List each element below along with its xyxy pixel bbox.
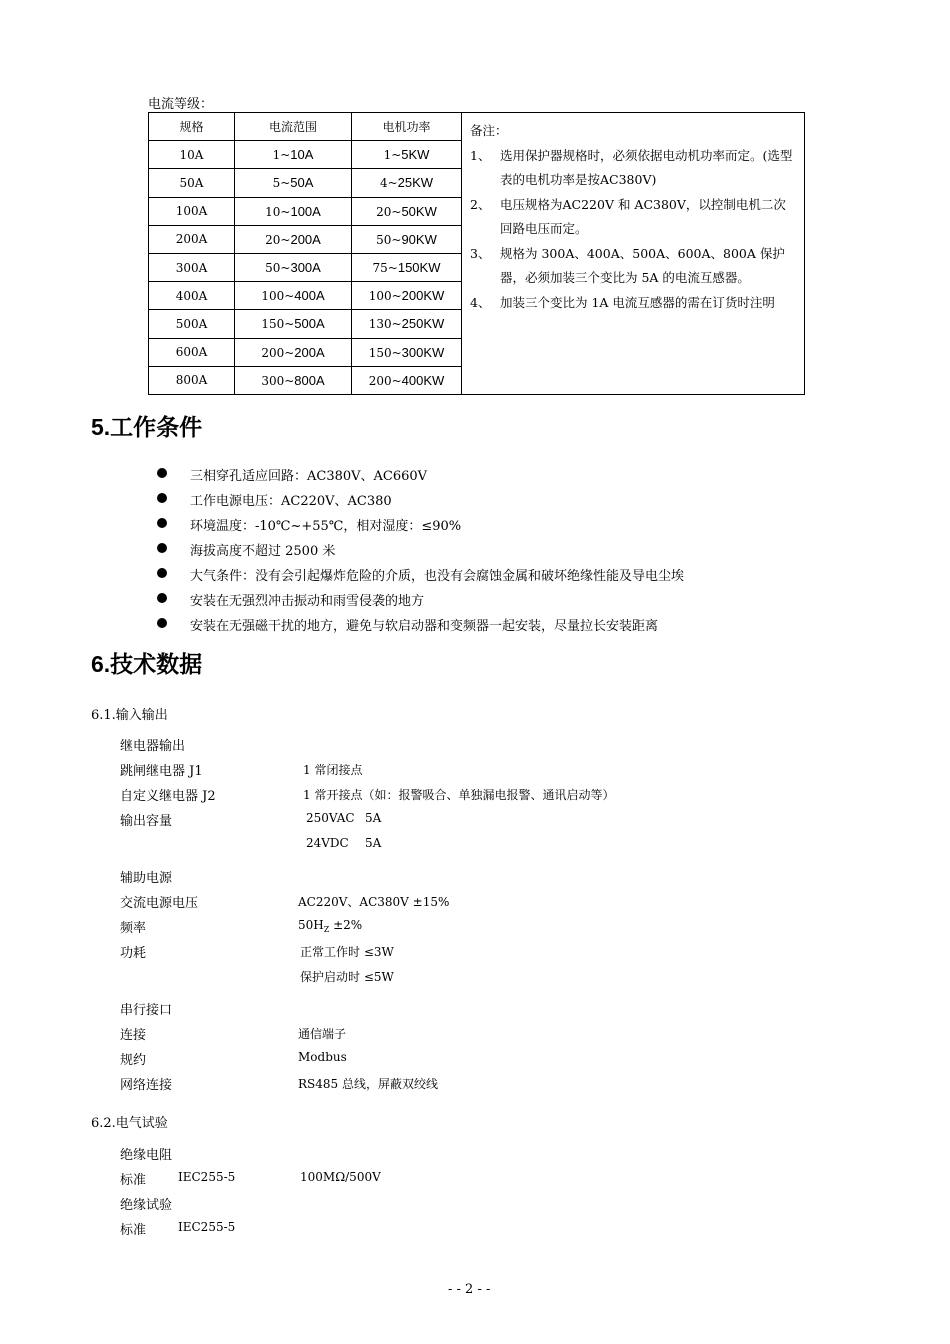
power-cell xyxy=(352,197,462,225)
capacity-ac-voltage: 250VAC xyxy=(306,811,355,825)
ac-voltage-value: AC220V、AC380V ±15% xyxy=(298,895,450,909)
power-cell xyxy=(352,366,462,394)
range-cell xyxy=(235,141,352,169)
header-range: 电流范围 xyxy=(235,113,352,141)
bullet-icon xyxy=(157,568,167,578)
insulation-resistance-value: 100MΩ/500V xyxy=(300,1170,381,1184)
custom-relay-value: 1 常开接点（如：报警吸合、单独漏电报警、通讯启动等） xyxy=(303,788,615,802)
range-upper: 300A xyxy=(290,260,321,276)
note-text: 规格为 300A、400A、500A、600A、800A 保护器，必须加装三个变比为 5A 的电流互感器。 xyxy=(500,245,785,285)
power-upper: 200KW xyxy=(401,288,445,304)
protocol-value: Modbus xyxy=(298,1050,347,1064)
range-lower: 150~ xyxy=(261,317,295,332)
ac-voltage-label: 交流电源电压 xyxy=(120,896,199,911)
range-upper: 200A xyxy=(290,231,321,247)
power-upper: 250KW xyxy=(401,316,445,332)
table-header-row xyxy=(149,113,805,141)
standard-label: 标准 xyxy=(120,1173,147,1188)
note-text: 电压规格为AC220V 和 AC380V，以控制电机二次回路电压而定。 xyxy=(500,196,786,236)
power-cell xyxy=(352,282,462,310)
network-value: RS485 总线，屏蔽双绞线 xyxy=(298,1077,438,1091)
note-item xyxy=(470,242,796,291)
note-number: 4、 xyxy=(470,294,491,310)
power-upper: 300KW xyxy=(401,344,445,360)
range-cell xyxy=(235,197,352,225)
range-cell xyxy=(235,253,352,281)
power-lower: 200~ xyxy=(368,373,402,388)
frequency-main: 50H xyxy=(298,918,324,932)
range-lower: 50~ xyxy=(265,261,291,276)
spec-cell: 50A xyxy=(149,169,235,197)
connection-value: 通信端子 xyxy=(298,1027,347,1041)
note-number: 1、 xyxy=(470,147,491,163)
header-power: 电机功率 xyxy=(352,113,462,141)
condition-item: 工作电源电压：AC220V、AC380 xyxy=(190,494,392,509)
power-upper: 400KW xyxy=(401,372,445,388)
range-lower: 10~ xyxy=(265,204,291,219)
range-upper: 400A xyxy=(294,288,325,304)
note-item xyxy=(470,291,796,316)
power-upper: 5KW xyxy=(401,147,430,163)
range-lower: 300~ xyxy=(261,373,295,388)
note-number: 3、 xyxy=(470,245,491,261)
range-lower: 1~ xyxy=(272,148,291,163)
range-upper: 50A xyxy=(290,175,314,191)
standard-label-2: 标准 xyxy=(120,1223,147,1238)
power-upper: 25KW xyxy=(397,175,434,191)
range-cell xyxy=(235,366,352,394)
condition-item: 安装在无强烈冲击振动和雨雪侵袭的地方 xyxy=(190,594,425,609)
frequency-value xyxy=(298,918,362,934)
power-cell xyxy=(352,253,462,281)
spec-cell: 600A xyxy=(149,338,235,366)
note-item xyxy=(470,193,796,242)
power-upper: 50KW xyxy=(401,203,437,219)
note-text: 选用保护器规格时，必须依据电动机功率而定。(选型表的电机功率是按AC380V) xyxy=(500,147,793,187)
bullet-icon xyxy=(157,518,167,528)
insulation-resistance-heading: 绝缘电阻 xyxy=(120,1148,173,1163)
range-upper: 800A xyxy=(294,372,325,388)
trip-relay-value: 1 常闭接点 xyxy=(303,763,363,777)
notes-title: 备注： xyxy=(470,123,508,138)
section-5-title: 5.工作条件 xyxy=(91,414,203,440)
spec-cell: 400A xyxy=(149,282,235,310)
current-grade-table xyxy=(148,112,805,395)
power-cell xyxy=(352,338,462,366)
insulation-test-heading: 绝缘试验 xyxy=(120,1198,173,1213)
power-cell xyxy=(352,225,462,253)
section-6-1-heading: 6.1.输入输出 xyxy=(91,708,168,723)
note-number: 2、 xyxy=(470,196,491,212)
condition-item: 三相穿孔适应回路：AC380V、AC660V xyxy=(190,469,428,484)
frequency-tolerance: ±2% xyxy=(329,918,363,932)
condition-item: 海拔高度不超过 2500 米 xyxy=(190,544,336,559)
power-upper: 90KW xyxy=(401,231,437,247)
capacity-dc-voltage: 24VDC xyxy=(306,836,349,850)
range-cell xyxy=(235,169,352,197)
connection-label: 连接 xyxy=(120,1028,147,1043)
page-number: - - 2 - - xyxy=(448,1282,491,1297)
spec-cell: 100A xyxy=(149,197,235,225)
range-upper: 200A xyxy=(294,344,325,360)
range-cell xyxy=(235,282,352,310)
relay-output-heading: 继电器输出 xyxy=(120,739,186,754)
range-upper: 500A xyxy=(294,316,325,332)
header-spec: 规格 xyxy=(149,113,235,141)
range-upper: 100A xyxy=(290,203,321,219)
power-lower: 75~ xyxy=(372,261,398,276)
power-cell xyxy=(352,310,462,338)
power-lower: 100~ xyxy=(368,289,402,304)
spec-cell: 200A xyxy=(149,225,235,253)
section-6-2-heading: 6.2.电气试验 xyxy=(91,1116,168,1131)
range-cell xyxy=(235,338,352,366)
power-lower: 150~ xyxy=(368,345,402,360)
power-cell xyxy=(352,169,462,197)
power-lower: 4~ xyxy=(379,176,398,191)
capacity-dc-current: 5A xyxy=(365,836,382,850)
spec-cell: 10A xyxy=(149,141,235,169)
section-6-title: 6.技术数据 xyxy=(91,651,203,677)
power-normal-value: 正常工作时 ≤3W xyxy=(300,945,394,959)
bullet-icon xyxy=(157,468,167,478)
trip-relay-label: 跳闸继电器 J1 xyxy=(120,764,203,779)
range-lower: 100~ xyxy=(261,289,295,304)
aux-power-heading: 辅助电源 xyxy=(120,871,173,886)
power-consumption-label: 功耗 xyxy=(120,946,147,961)
spec-cell: 500A xyxy=(149,310,235,338)
range-lower: 200~ xyxy=(261,345,295,360)
range-upper: 10A xyxy=(290,147,314,163)
condition-item: 环境温度：-10℃~+55℃，相对湿度：≤90% xyxy=(190,519,462,534)
power-cell xyxy=(352,141,462,169)
spec-cell: 300A xyxy=(149,253,235,281)
power-upper: 150KW xyxy=(397,260,441,276)
standard-value: IEC255-5 xyxy=(178,1170,236,1184)
bullet-icon xyxy=(157,543,167,553)
notes-cell xyxy=(462,113,805,395)
output-capacity-label: 输出容量 xyxy=(120,814,173,829)
custom-relay-label: 自定义继电器 J2 xyxy=(120,789,216,804)
range-cell xyxy=(235,310,352,338)
condition-item: 大气条件：没有会引起爆炸危险的介质，也没有会腐蚀金属和破坏绝缘性能及导电尘埃 xyxy=(190,569,685,584)
frequency-label: 频率 xyxy=(120,921,147,936)
network-label: 网络连接 xyxy=(120,1078,173,1093)
bullet-icon xyxy=(157,593,167,603)
power-lower: 20~ xyxy=(376,204,402,219)
grade-caption: 电流等级： xyxy=(148,97,214,112)
frequency-subscript: Z xyxy=(323,925,330,934)
serial-interface-heading: 串行接口 xyxy=(120,1003,173,1018)
power-lower: 1~ xyxy=(383,148,402,163)
note-item xyxy=(470,144,796,193)
range-lower: 5~ xyxy=(272,176,291,191)
power-lower: 50~ xyxy=(376,232,402,247)
bullet-icon xyxy=(157,618,167,628)
condition-item: 安装在无强磁干扰的地方，避免与软启动器和变频器一起安装，尽量拉长安装距离 xyxy=(190,619,659,634)
standard-value-2: IEC255-5 xyxy=(178,1220,236,1234)
capacity-ac-current: 5A xyxy=(365,811,382,825)
spec-cell: 800A xyxy=(149,366,235,394)
power-lower: 130~ xyxy=(368,317,402,332)
power-protect-value: 保护启动时 ≤5W xyxy=(300,970,394,984)
range-cell xyxy=(235,225,352,253)
protocol-label: 规约 xyxy=(120,1053,147,1068)
bullet-icon xyxy=(157,493,167,503)
range-lower: 20~ xyxy=(265,232,291,247)
note-text: 加装三个变比为 1A 电流互感器的需在订货时注明 xyxy=(500,294,775,310)
